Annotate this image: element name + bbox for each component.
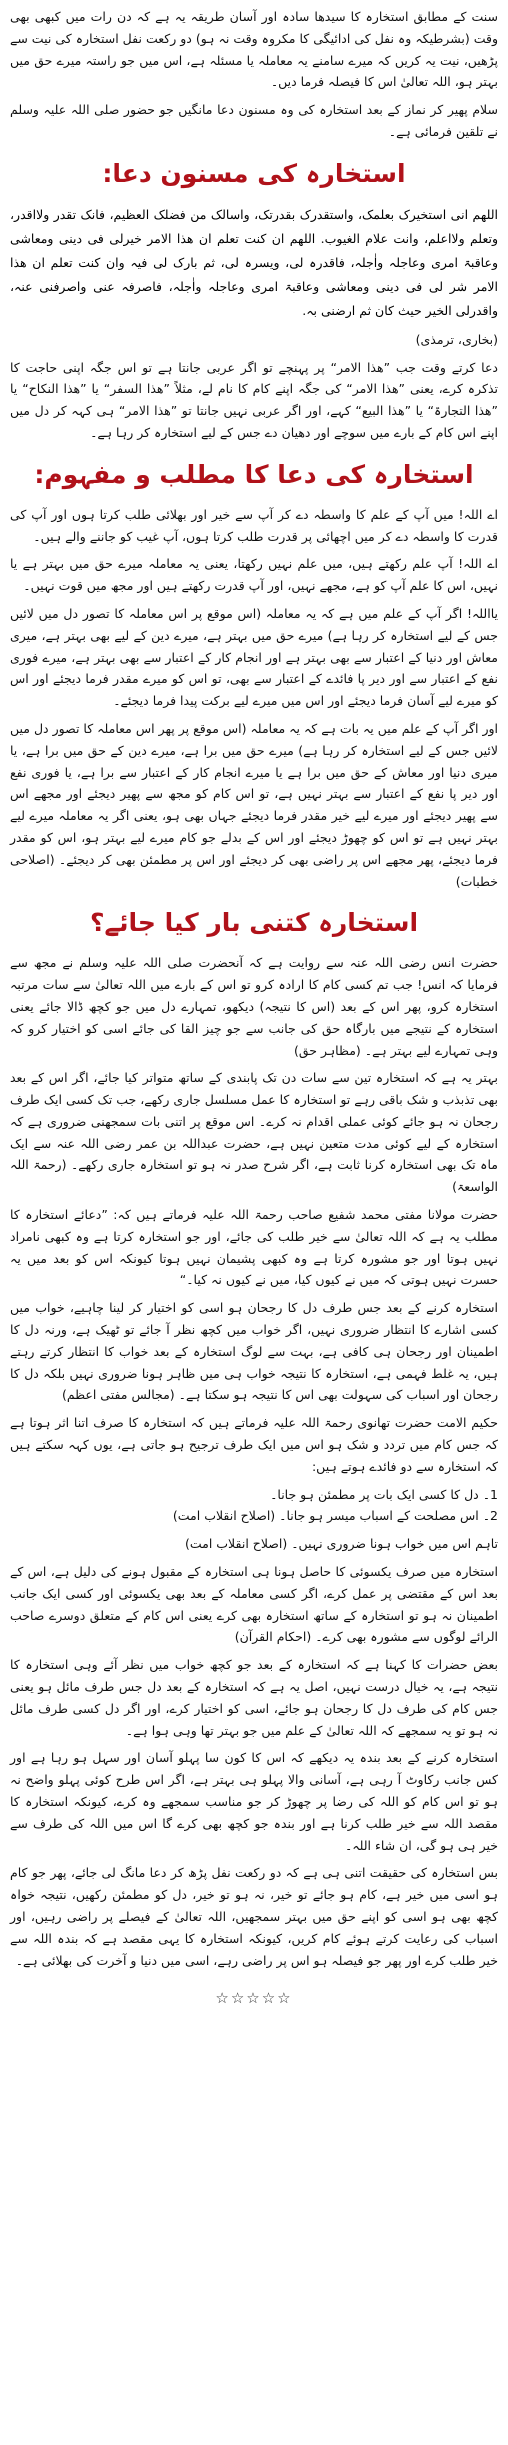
section-heading-meaning <box>10 458 498 492</box>
section-heading-dua <box>10 157 498 191</box>
count-paragraph: حضرت مولانا مفتی محمد شفیع صاحب رحمۃ اللہ علیہ فرماتے ہیں کہ: ”دعائے استخارہ کا مطلب یہ ہے کہ اللہ تعالیٰ سے خیر طلب کی جائے، اور جو استخارہ کرتا ہے وہ کبھی نامراد نہیں ہوتا اور جو مشورہ کرتا ہے وہ کبھی پشیمان نہیں ہوتا کیونکہ اس کو بعد میں یہ حسرت نہیں ہوتی کہ میں نے کیوں کیا، میں نے کیوں نہ کیا۔“ <box>10 1207 498 1288</box>
benefit-list <box>10 1484 498 1528</box>
dua-source: (بخاری، ترمذی) <box>415 331 498 347</box>
meaning-paragraph: یااللہ! اگر آپ کے علم میں ہے کہ یہ معاملہ (اس موقع پر اس معاملہ کا تصور دل میں لائیں جس کے لیے استخارہ کر رہا ہے) میرے حق میں بہتر ہے، میرے دین کے لیے بھی بہتر ہے، میری معاش اور دنیا کے اعتبار سے بھی بہتر ہے اور انجام کار کے اعتبار سے بھی بہتر ہے، میرے فوری نفع کے اعتبار سے اور دیر پا فائدے کے اعتبار سے بھی، تو اس کو میرے مقدر فرما دیجئے اور اس کو میرے لیے آسان فرما دیجئے اور اس میں میرے لیے برکت پیدا فرما دیجئے۔ <box>10 605 498 709</box>
meaning-paragraph: اے اللہ! آپ علم رکھتے ہیں، میں علم نہیں رکھتا، یعنی یہ معاملہ میرے حق میں بہتر ہے یا نہیں، اس کا علم آپ کو ہے، مجھے نہیں، اور آپ قدرت رکھتے ہیں اور مجھ میں قوت نہیں۔ <box>10 556 498 594</box>
section-heading-dua-text: استخارہ کی مسنون دعا: <box>102 158 406 188</box>
count-paragraph: بعض حضرات کا کہنا ہے کہ استخارہ کے بعد جو کچھ خواب میں نظر آئے وہی استخارہ کا نتیجہ ہے، یہ خیال درست نہیں، اصل یہ ہے کہ استخارہ کے بعد دل جس طرف مائل ہو یعنی جس کام کی طرف دل کا رجحان ہو جائے، اسی کو اختیار کرے، اور اگر دل کسی طرف مائل نہ ہو تو یہ سمجھے کہ اللہ تعالیٰ کے علم میں جو بہتر تھا وہی ہوا ہے۔ <box>10 1657 498 1738</box>
section-heading-count-text: استخارہ کتنی بار کیا جائے؟ <box>89 908 419 938</box>
section-heading-count <box>10 906 498 940</box>
benefit-list-item: 1۔ دل کا کسی ایک بات پر مطمئن ہو جانا۔ <box>270 1486 498 1502</box>
intro-paragraph-2: سلام پھیر کر نماز کے بعد استخارہ کی وہ مسنون دعا مانگیں جو حضور صلی اللہ علیہ وسلم نے تلقین فرمائی ہے۔ <box>10 102 498 139</box>
count-paragraph: تاہم اس میں خواب ہونا ضروری نہیں۔ (اصلاح انقلاب امت) <box>185 1536 498 1552</box>
count-paragraph: استخارہ کرنے کے بعد جس طرف دل کا رجحان ہو اسی کو اختیار کر لینا چاہیے، خواب میں کسی اشارے کا انتظار ضروری نہیں، اگر خواب میں کچھ نظر آ جائے تو ٹھیک ہے، ورنہ دل کا اطمینان اور رجحان ہی کافی ہے، بہت سے لوگ استخارہ کے بعد خواب کا انتظار کرتے رہتے ہیں، یہ غلط فہمی ہے، استخارہ کا نتیجہ خواب ہی میں ظاہر ہونا ضروری نہیں بلکہ دل کا رجحان اور اسباب کی سہولت بھی اس کا نتیجہ ہو سکتا ہے۔ (مجالس مفتی اعظم) <box>10 1300 498 1403</box>
intro-paragraph-1: سنت کے مطابق استخارہ کا سیدھا سادہ اور آسان طریقہ یہ ہے کہ دن رات میں کبھی بھی وقت (بشرطیکہ وہ نفل کی ادائیگی کا مکروہ وقت نہ ہو) دو رکعت نفل استخارہ کی نیت سے پڑھیں، نیت یہ کریں کہ میرے سامنے یہ معاملہ یا مسئلہ ہے، اس میں جو راستہ میرے حق میں بہتر ہو، اللہ تعالیٰ اس کا فیصلہ فرما دیں۔ <box>10 9 498 90</box>
count-paragraph: بہتر یہ ہے کہ استخارہ تین سے سات دن تک پابندی کے ساتھ متواتر کیا جائے، اگر اس کے بعد بھی تذبذب و شک باقی رہے تو استخارہ کا عمل مسلسل جاری رکھے، جب تک کسی ایک طرف رجحان نہ ہو جائے کوئی عملی اقدام نہ کرے۔ اس موقع پر اتنی بات سمجھنی ضروری ہے کہ استخارہ کے لیے کوئی مدت متعین نہیں ہے، حضرت عبداللہ بن عمر رضی اللہ عنہ سے ایک ماہ تک بھی استخارہ کرنا ثابت ہے، اگر شرح صدر نہ ہو تو استخارہ جاری رکھے۔ (رحمۃ اللہ الواسعۃ) <box>10 1070 498 1195</box>
count-paragraph: استخارہ میں صرف یکسوئی کا حاصل ہونا ہی استخارہ کے مقبول ہونے کی دلیل ہے، اس کے بعد اس کے مقتضی پر عمل کرے، اگر کسی معاملہ کے بعد بھی یکسوئی اور کسی ایک جانب اطمینان نہ ہو تو استخارہ کے ساتھ استخارہ بھی کرے یعنی اس کام کے متعلق دوسرے صاحب الرائے لوگوں سے مشورہ بھی کرے۔ (احکام القرآن) <box>10 1564 498 1645</box>
dua-usage-note: دعا کرتے وقت جب ”ھذا الامر“ پر پہنچے تو اگر عربی جانتا ہے تو اس جگہ اپنی حاجت کا تذکرہ کرے، یعنی ”ھذا الامر“ کی جگہ اپنے کام کا نام لے، مثلاً ”ھذا السفر“ یا ”ھذا النکاح“ یا ”ھذا التجارۃ“ یا ”ھذا البیع“ کہے، اور اگر عربی نہیں جانتا تو ”ھذا الامر“ ہی کہہ کر دل میں اپنے اس کام کے بارے میں سوچے اور دھیان دے جس کے لیے استخارہ کر رہا ہے۔ <box>10 359 498 440</box>
meaning-paragraph: اور اگر آپ کے علم میں یہ بات ہے کہ یہ معاملہ (اس موقع پر پھر اس معاملہ کا تصور دل میں لائیں جس کے لیے استخارہ کر رہا ہے) میرے حق میں برا ہے، میرے دین کے حق میں برا ہے، یا میری دنیا اور معاش کے حق میں برا ہے یا میرے انجام کار کے اعتبار سے برا ہے، یا فوری نفع اور دیر پا نفع کے اعتبار سے بہتر نہیں ہے، تو اس کام کو مجھ سے پھیر دیجئے اور مجھے اس سے پھیر دیجئے اور میرے لیے خیر مقدر فرما دیجئے جہاں بھی ہو، یعنی اگر یہ معاملہ میرے لیے بہتر نہیں ہے تو اس کو چھوڑ دیجئے اور اس کے بدلے جو کام میرے لیے بہتر ہو، اس کو مقدر فرما دیجئے، پھر مجھے اس پر راضی بھی کر دیجئے اور اس پر مطمئن بھی کر دیجئے۔ (اصلاحی خطبات) <box>10 720 498 889</box>
section-heading-meaning-text: استخارہ کی دعا کا مطلب و مفہوم: <box>34 459 474 489</box>
count-paragraph: حضرت انس رضی اللہ عنہ سے روایت ہے کہ آنحضرت صلی اللہ علیہ وسلم نے مجھ سے فرمایا کہ انس! جب تم کسی کام کا ارادہ کرو تو اس کے بارے میں اللہ تعالیٰ سے سات مرتبہ استخارہ کرو، پھر اس کے بعد (اس کا نتیجہ) دیکھو، تمہارے دل میں جو کچھ ڈالا جائے یعنی استخارہ کے نتیجے میں بارگاہ حق کی جانب سے جو چیز القا کی جائے اسی کو اختیار کرو کہ وہی تمہارے لیے بہتر ہے۔ (مظاہر حق) <box>10 955 498 1058</box>
count-paragraph: حکیم الامت حضرت تھانوی رحمۃ اللہ علیہ فرماتے ہیں کہ استخارہ کا صرف اتنا اثر ہوتا ہے کہ جس کام میں تردد و شک ہو اس میں ایک طرف ترجیح ہو جاتی ہے، یوں کہہ سکتے ہیں کہ استخارہ سے دو فائدے ہوتے ہیں: <box>10 1415 498 1474</box>
end-stars-divider: ☆☆☆☆☆ <box>215 1989 293 2008</box>
benefit-list-item: 2۔ اس مصلحت کے اسباب میسر ہو جانا۔ (اصلاح انقلاب امت) <box>172 1508 498 1524</box>
meaning-paragraph: اے اللہ! میں آپ کے علم کا واسطہ دے کر آپ سے خیر اور بھلائی طلب کرتا ہوں اور آپ کی قدرت کا واسطہ دے کر میں اچھائی پر قدرت طلب کرتا ہوں، آپ غیب کو جاننے والے ہیں۔ <box>10 506 498 544</box>
count-paragraph: بس استخارہ کی حقیقت اتنی ہی ہے کہ دو رکعت نفل پڑھ کر دعا مانگ لی جائے، پھر جو کام ہو اسی میں خیر ہے، کام ہو جائے تو خیر، نہ ہو تو خیر، دل کو مطمئن رکھیں، نتیجہ خواہ کچھ بھی ہو اسی کو اپنے حق میں بہتر سمجھیں، اللہ تعالیٰ کے فیصلے پر راضی رہیں، اور اسباب کی رعایت کرتے ہوئے کام کریں، کیونکہ استخارہ کا یہی مقصد ہے کہ بندہ اللہ سے خیر طلب کرے اور پھر جو فیصلہ ہو اس پر راضی رہے، اسی میں دنیا و آخرت کی بھلائی ہے۔ <box>10 1865 498 1968</box>
arabic-dua-text: اللھم انی استخیرک بعلمک، واستقدرک بقدرتک، واسالک من فضلک العظیم، فانک تقدر ولااقدر، وتعلم ولااعلم، وانت علام الغیوب. اللھم ان کنت تعلم ان ھذا الامر خیرلی فی دینی ومعاشی وعاقبۃ امری وعاجلہ واٰجلہ، فاقدرہ لی، ویسرہ لی، ثم بارک لی فیہ وان کنت تعلم ان ھذا الامر شر لی فی دینی ومعاشی وعاقبۃ امری وعاجلہ واٰجلہ، فاصرفہ عنی واصرفنی عنہ، واقدرلی الخیر حیث کان ثم ارضنی بہ. <box>10 206 498 318</box>
count-paragraph: استخارہ کرنے کے بعد بندہ یہ دیکھے کہ اس کا کون سا پہلو آسان اور سہل ہو رہا ہے اور کس جانب رکاوٹ آ رہی ہے، آسانی والا پہلو ہی بہتر ہے، اگر اس طرح کوئی پہلو واضح نہ ہو تو اس کام کو اللہ کی رضا پر چھوڑ کر جو مناسب سمجھے وہ کرے، کیونکہ استخارہ کا مقصد اللہ سے خیر طلب کرنا ہے اور بندہ جو کچھ بھی کرے گا اس میں اللہ کی طرف سے خیر ہی ہو گی، ان شاء اللہ۔ <box>10 1750 498 1853</box>
